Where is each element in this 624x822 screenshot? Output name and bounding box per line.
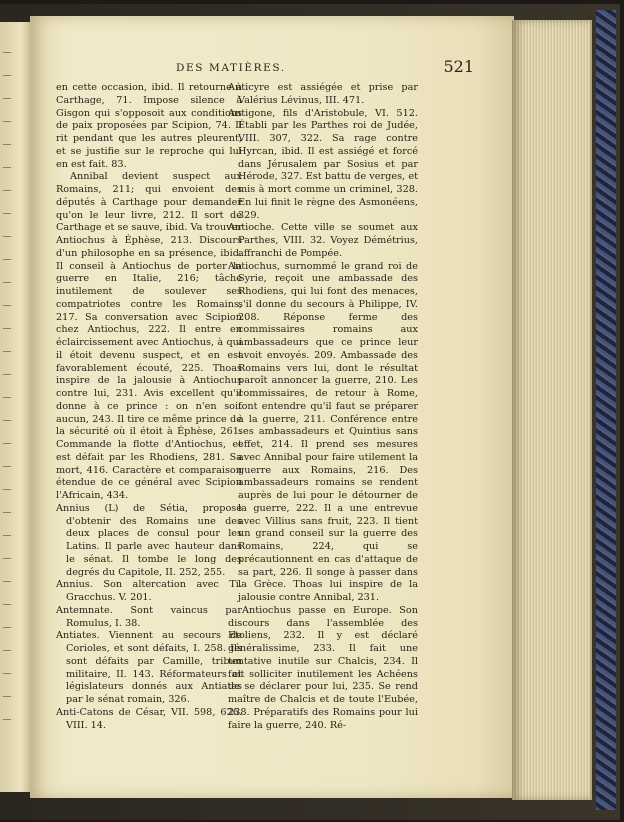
facing-page-edge — [0, 22, 31, 792]
index-entry: Antiates. Viennent au secours de Corioles, et sont défaits, I. 258. Ils sont défaits par Camille, tribun militaire, II. 143. Réformateurs et législateurs donnés aux Antiates par le sénat romain, 326. — [56, 630, 242, 705]
index-entry: Antioche. Cette ville se soumet aux Parthes, VIII. 32. Voyez Démétrius, affranchi de Pompée. — [228, 222, 418, 259]
index-entry: Antiochus passe en Europe. Son discours dans l'assemblée des Etoliens, 232. Il y est déclaré généralissime, 233. Il fait une tentative inutile sur Chalcis, 234. Il fait solliciter inutilement les Achéens de se déclarer pour lui, 235. Se rend maître de Chalcis et de toute l'Eubée, 238. Préparatifs des Romains pour lui faire la guerre, 240. Ré- — [228, 604, 418, 731]
page-number: 521 — [443, 57, 474, 76]
index-entry: en cette occasion, ibid. Il retourne à Carthage, 71. Impose silence à Gisgon qui s'opposoit aux conditions de paix proposées par Scipion, 74. Il rit pendant que les autres pleurent, et se justifie sur le reproche qui lui en est fait. 83. — [56, 82, 242, 170]
index-entry: Annibal devient suspect aux Romains, 211; qui envoient des députés à Carthage pour demander qu'on le leur livre, 212. Il sort de Carthage et se sauve, ibid. Va trouver Antiochus à Éphèse, 213. Discours d'un philosophe en sa présence, ibid. Il conseil à Antiochus de porter la guerre en Italie, 216; tâche inutilement de soulever ses compatriotes contre les Romains, 217. Sa conversation avec Scipion chez Antiochus, 222. Il entre en éclaircissement avec Antiochus, à qui il étoit devenu suspect, et en est favorablement écouté, 225. Thoas inspire de la jalousie à Antiochus contre lui, 231. Avis excellent qu'il donne à ce prince : on n'en soit aucun, 243. Il tire ce même prince de la sécurité où il étoit à Éphèse, 261. Commande la flotte d'Antiochus, et est défait par les Rhodiens, 281. Sa mort, 416. Caractère et comparaison étendue de ce général avec Scipion l'Africain, 434. — [56, 171, 242, 501]
index-entry: Annius. Son altercation avec Ti. Gracchus. V. 201. — [56, 579, 242, 603]
page-stack-edge — [512, 20, 592, 800]
index-entry: Anti-Catons de César, VII. 598, 626. VIII. 14. — [56, 706, 242, 731]
page-header — [44, 57, 474, 80]
index-entry: Antigone, fils d'Aristobule, VI. 512. Établi par les Parthes roi de Judée, VIII. 307, 322. Sa rage contre Hyrcan, ibid. Il est assiégé et forcé dans Jérusalem par Sosius et par Hérode, 327. Est battu de verges, et mis à mort comme un criminel, 328. En lui finit le règne des Asmonéens, 329. — [228, 107, 418, 221]
running-head: DES MATIÈRES. — [176, 62, 286, 74]
index-entry: Annius (L) de Sétia, propose d'obtenir des Romains une des deux places de consul pour les Latins. Il parle avec hauteur dans le sénat. Il tombe le long des degrés du Capitole, II. 252, 255. — [56, 502, 242, 578]
index-entry: Antemnate. Sont vaincus par Romulus, I. 38. — [56, 604, 242, 629]
index-entry: Anticyre est assiégée et prise par Valérius Lévinus, III. 471. — [228, 82, 418, 106]
index-entry: Antiochus, surnommé le grand roi de Syrie, reçoit une ambassade des Rhodiens, qui lui font des menaces, s'il donne du secours à Philippe, IV. 208. Réponse ferme des commissaires romains aux ambassadeurs que ce prince leur avoit envoyés. 209. Ambassade des Romains vers lui, dont le résultat paroît annoncer la guerre, 210. Les commissaires, de retour à Rome, font entendre qu'il faut se préparer à la guerre, 211. Conférence entre ses ambassadeurs et Quintius sans effet, 214. Il prend ses mesures avec Annibal pour faire utilement la guerre aux Romains, 216. Des ambassadeurs romains se rendent auprès de lui pour le détourner de la guerre, 222. Il a une entrevue avec Villius sans fruit, 223. Il tient un grand conseil sur la guerre des Romains, 224, qui se précautionnent en cas d'attaque de sa part, 226. Il songe à passer dans la Grèce. Thoas lui inspire de la jalousie contre Annibal, 231. — [228, 260, 418, 603]
index-column-right — [228, 82, 418, 732]
marbled-cover-edge — [596, 10, 616, 810]
facing-page-text-marks — [3, 52, 11, 742]
index-column-left — [56, 82, 242, 732]
